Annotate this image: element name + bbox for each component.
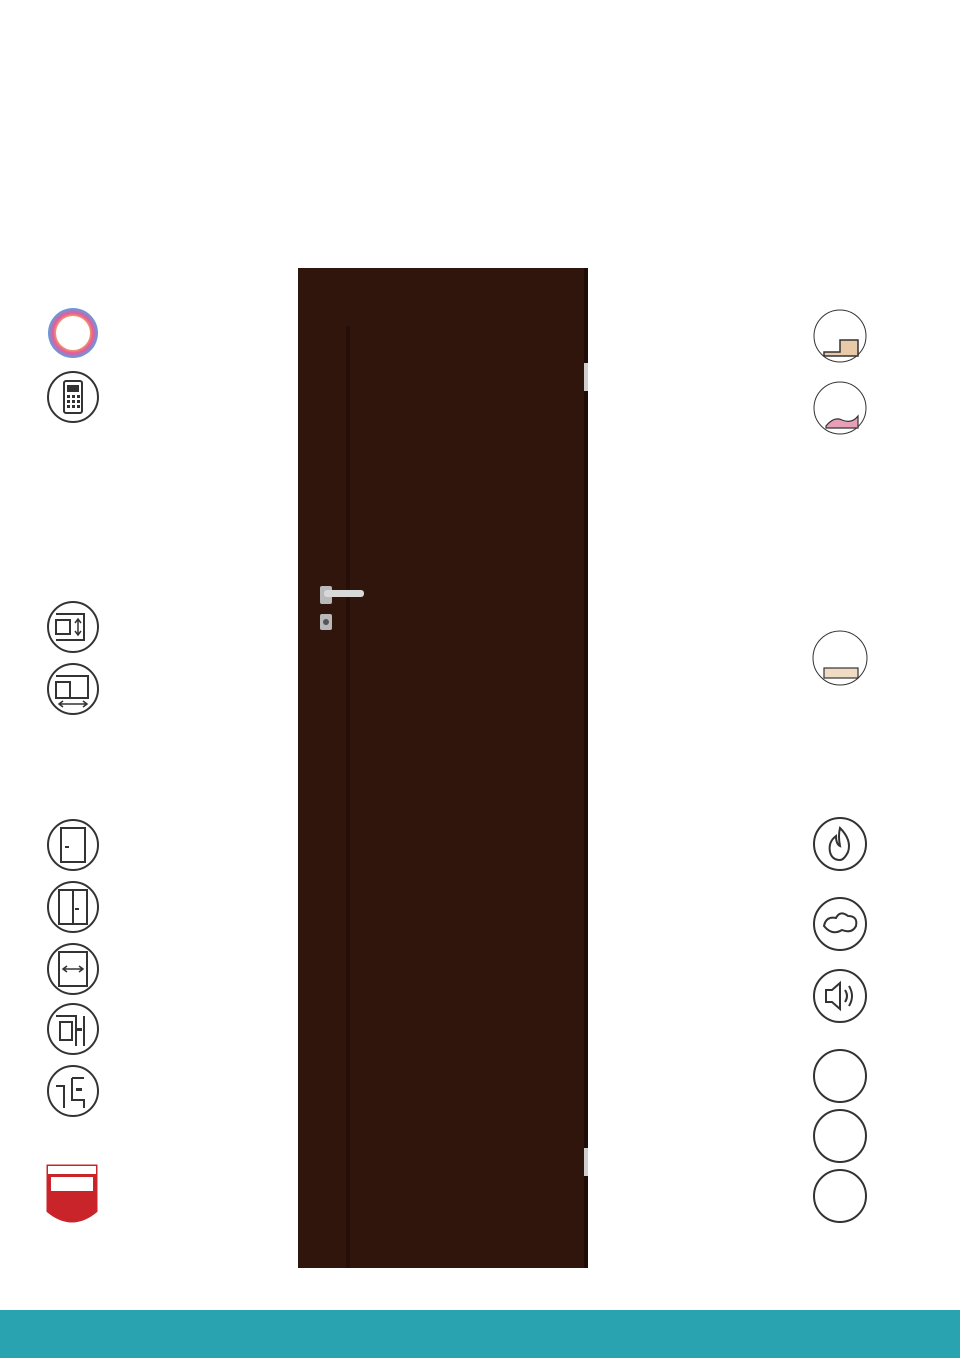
rama-soft-badge-icon [812,628,868,688]
flush-door-icon [46,1002,100,1056]
smoke-icon [812,896,868,952]
single-leaf-icon [46,818,100,872]
speaker-icon [812,968,868,1024]
standard-badge-icon [812,308,868,364]
soft-badge-icon [812,380,868,436]
class-3-icon [812,1168,868,1224]
phone-keypad-icon [46,370,100,424]
trim-width-icon [46,662,100,716]
fire-icon [812,816,868,872]
rebated-door-icon [46,1064,100,1118]
double-leaf-icon [46,880,100,934]
class-2-icon [812,1108,868,1164]
footer-bar [0,1310,960,1358]
door-image [298,268,588,1268]
frame-adjust-icon [46,600,100,654]
class-1-icon [812,1048,868,1104]
warranty-badge-icon [44,1162,100,1234]
ral-ncs-icon [46,306,100,360]
sliding-leaf-icon [46,942,100,996]
